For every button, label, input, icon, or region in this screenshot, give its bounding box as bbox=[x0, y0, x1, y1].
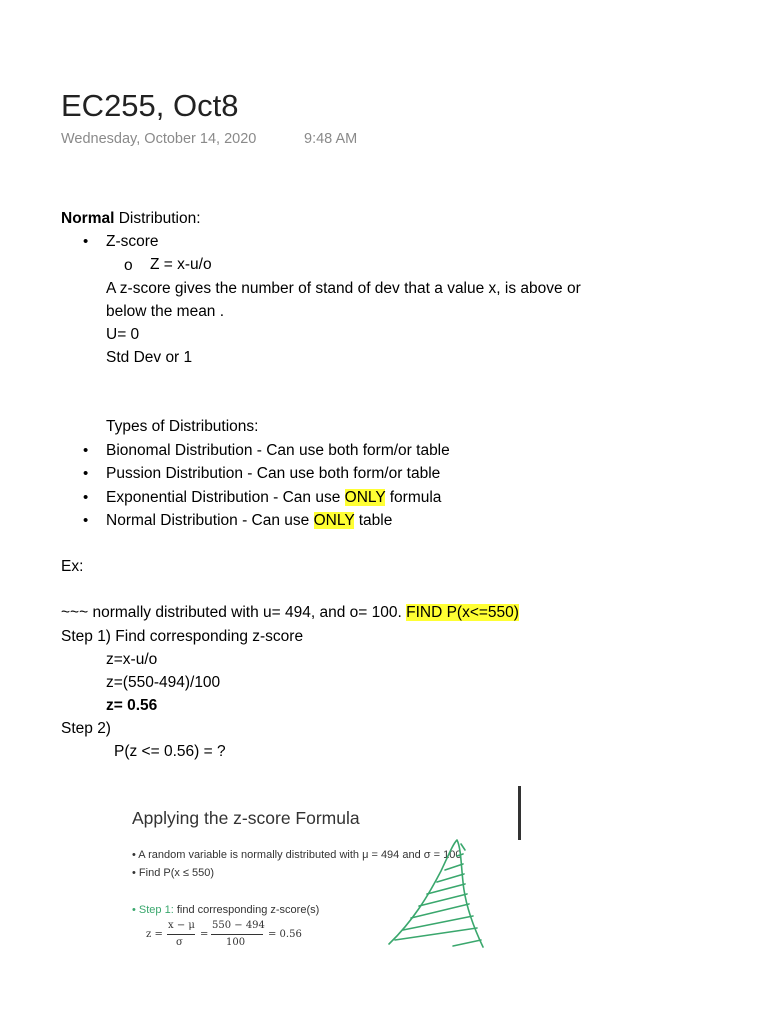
stddev-line: Std Dev or 1 bbox=[106, 349, 193, 366]
note-time: 9:48 AM bbox=[304, 131, 358, 147]
step1-formula: z=x-u/o bbox=[106, 651, 158, 668]
formula-den2: 100 bbox=[226, 937, 246, 948]
type-item-text: formula bbox=[385, 489, 442, 506]
zscore-formula: Z = x-u/o bbox=[150, 256, 212, 273]
slide-step-text: find corresponding z-score(s) bbox=[173, 904, 320, 916]
desc-line-1: A z-score gives the number of stand of dev that a value x, is above or bbox=[106, 280, 581, 297]
formula-eq: = bbox=[200, 929, 209, 940]
slide-edge bbox=[518, 786, 521, 840]
slide-bullet-2: • Find P(x ≤ 550) bbox=[132, 867, 215, 879]
slide-bullet-1: • A random variable is normally distributed with μ = 494 and σ = 100 bbox=[132, 849, 462, 861]
type-item-text: Bionomal Distribution - Can use both form/or table bbox=[106, 442, 450, 459]
highlight-only: ONLY bbox=[344, 489, 386, 506]
desc-line-2: below the mean . bbox=[106, 303, 225, 320]
step2-heading: Step 2) bbox=[61, 720, 111, 737]
section-heading-rest: Distribution: bbox=[114, 210, 201, 227]
type-item bbox=[106, 511, 392, 531]
step1-heading: Step 1) Find corresponding z-score bbox=[61, 628, 304, 645]
type-item-text: Pussion Distribution - Can use both form/or table bbox=[106, 465, 441, 482]
section-heading bbox=[61, 209, 201, 229]
bullet-dot: • bbox=[83, 512, 89, 529]
fraction-bar bbox=[167, 934, 195, 935]
embedded-slide bbox=[113, 786, 521, 948]
formula-num2: 550 − 494 bbox=[212, 920, 265, 931]
bullet-dot: • bbox=[83, 442, 89, 459]
section-heading-bold: Normal bbox=[61, 210, 115, 227]
bullet-dot: • bbox=[83, 465, 89, 482]
type-item bbox=[106, 464, 440, 484]
slide-title: Applying the z-score Formula bbox=[132, 808, 360, 828]
shaded-curve-drawing bbox=[383, 826, 513, 948]
example-problem bbox=[61, 603, 519, 623]
highlight-only: ONLY bbox=[313, 512, 355, 529]
formula-den1: σ bbox=[176, 937, 183, 948]
formula-num1: x − μ bbox=[168, 920, 195, 931]
step1-result bbox=[106, 696, 157, 716]
type-item-text: Exponential Distribution - Can use bbox=[106, 489, 345, 506]
fraction-bar bbox=[211, 934, 263, 935]
step2-expression: P(z <= 0.56) = ? bbox=[114, 743, 226, 760]
slide-step bbox=[132, 904, 319, 916]
step1-result-text: z= 0.56 bbox=[106, 697, 158, 714]
sub-bullet: o bbox=[124, 257, 133, 274]
zscore-label: Z-score bbox=[106, 233, 159, 250]
formula-result: = 0.56 bbox=[268, 929, 302, 940]
problem-highlight: FIND P(x<=550) bbox=[406, 604, 519, 621]
problem-text: ~~~ normally distributed with u= 494, and o= 100. bbox=[61, 604, 407, 621]
formula-z: z = bbox=[146, 929, 163, 940]
example-label: Ex: bbox=[61, 558, 84, 575]
page-title: EC255, Oct8 bbox=[61, 88, 239, 123]
note-date: Wednesday, October 14, 2020 bbox=[61, 131, 257, 147]
bullet-dot: • bbox=[83, 489, 89, 506]
type-item-text: table bbox=[354, 512, 393, 529]
type-item bbox=[106, 441, 450, 461]
mean-line: U= 0 bbox=[106, 326, 140, 343]
slide-step-label: • Step 1: bbox=[132, 904, 174, 916]
step1-substitution: z=(550-494)/100 bbox=[106, 674, 221, 691]
type-item bbox=[106, 488, 441, 508]
type-item-text: Normal Distribution - Can use bbox=[106, 512, 314, 529]
types-heading: Types of Distributions: bbox=[106, 418, 259, 435]
bullet-dot: • bbox=[83, 233, 89, 250]
